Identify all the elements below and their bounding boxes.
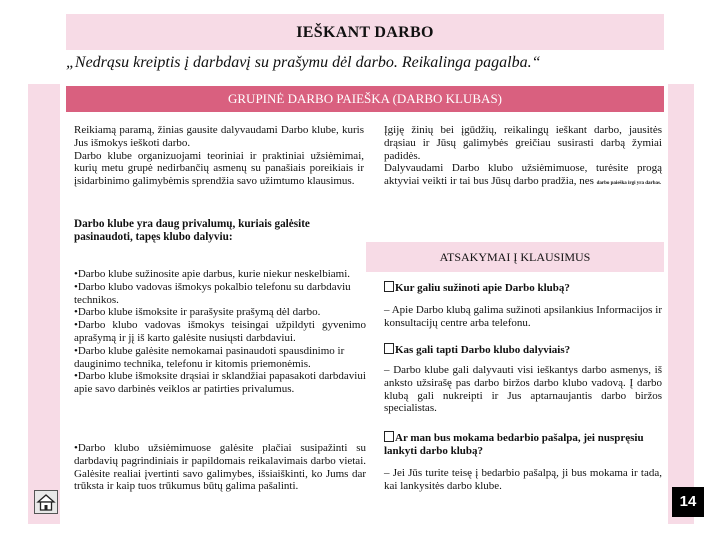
right-paragraph-2: [384, 162, 662, 191]
benefit-item: •Darbo klube galėsite nemokamai pasinaudoti spausdinimo ir dauginimo technika, telefonu ir kitomis priemonėmis.: [74, 344, 345, 370]
benefit-item: •Darbo klubo vadovas išmokys pokalbio telefonu su darbdaviu technikos.: [74, 280, 351, 306]
faq-answer: – Apie Darbo klubą galima sužinoti apsilankius Informacijos ir konsultacijų centre arba telefonu.: [384, 304, 662, 329]
benefit-item: •Darbo klube išmoksite drąsiai ir sklandžiai papasakoti darbdaviui apie savo darbinės veiklos ar patirties privalumus.: [74, 370, 366, 396]
right-paragraph-1: Įgiję žinių bei įgūdžių, reikalingų ieškant darbo, jausitės drąsiau ir Jūsų galimybės greičiau susirasti darbą žymiai padidės.: [384, 124, 662, 162]
faq-question-text: Kas gali tapti Darbo klubo dalyviais?: [395, 344, 571, 356]
checkbox-icon: [384, 343, 394, 354]
faq-question: [384, 431, 662, 458]
intro-paragraph-2: Darbo klube organizuojami teoriniai ir praktiniai užsiėmimai, kurių metu grupė nedirbančių asmenų su panašiais poreikiais ir įsidarbinimo galimybėmis sprendžia savo užimtumo klausimus.: [74, 149, 364, 188]
left-decorative-strip: [28, 84, 60, 524]
page-number: 14: [672, 487, 704, 517]
faq-answer: – Darbo klube gali dalyvauti visi ieškantys darbo asmenys, iš anksto užsirašę pas darbo biržos darbo klubo vadovą. Į darbo klubą gali nukreipti ir Jus aptarnaujantis darbo biržos specialistas.: [384, 364, 662, 415]
benefit-item: •Darbo klubo vadovas išmokys teisingai užpildyti gyvenimo aprašymą ir jį iš karto galėsite nusiųsti darbdaviui.: [74, 319, 366, 344]
section-banner: GRUPINĖ DARBO PAIEŠKA (DARBO KLUBAS): [66, 86, 664, 112]
faq-question-text: Kur galiu sužinoti apie Darbo klubą?: [395, 282, 570, 294]
checkbox-icon: [384, 431, 394, 442]
intro-column-left: [74, 124, 364, 188]
faq-question: [384, 343, 662, 357]
right-paragraph-2-text: Dalyvaudami Darbo klubo užsiėmimuose, turėsite progą aktyviai veikti ir tai bus Jūsų darbo pradžia, nes: [384, 162, 662, 188]
right-decorative-strip: [668, 84, 694, 524]
benefit-item: •Darbo klubo užsiėmimuose galėsite plačiai susipažinti su darbdavių pagrindiniais ir papildomais reikalavimais darbo vietai. Galėsite realiai įvertinti savo galimybes, išsiaiškinti, ko Jums dar trūksta ir kaip tuos trūkumus būtų galima pašalinti.: [74, 442, 366, 493]
page-title: IEŠKANT DARBO: [66, 14, 664, 50]
checkbox-icon: [384, 281, 394, 292]
faq-question: [384, 281, 662, 295]
quote: „Nedrąsu kreiptis į darbdavį su prašymu dėl darbo. Reikalinga pagalba.“: [66, 54, 541, 71]
faq-heading: ATSAKYMAI Į KLAUSIMUS: [366, 242, 664, 272]
benefits-list: [74, 268, 366, 396]
benefits-list-continued: [74, 442, 366, 493]
intro-paragraph-1: Reikiamą paramą, žinias gausite dalyvaudami Darbo klube, kuris Jus išmokys ieškoti darbo.: [74, 124, 364, 149]
benefit-item: •Darbo klube sužinosite apie darbus, kurie niekur neskelbiami.: [74, 268, 351, 280]
faq-question-text: Ar man bus mokama bedarbio pašalpa, jei nuspręsiu lankyti darbo klubą?: [384, 432, 644, 457]
home-icon[interactable]: [34, 490, 58, 514]
faq-answer: – Jei Jūs turite teisę į bedarbio pašalpą, ji bus mokama ir tada, kai lankysitės darbo klube.: [384, 467, 662, 492]
tiny-note: darbo paieška irgi yra darbas.: [596, 181, 662, 187]
advantages-heading: Darbo klube yra daug privalumų, kuriais galėsite pasinaudoti, tapęs klubo dalyviu:: [74, 218, 310, 243]
intro-column-right: [384, 124, 662, 191]
benefit-item: •Darbo klube išmoksite ir parašysite prašymą dėl darbo.: [74, 306, 321, 319]
